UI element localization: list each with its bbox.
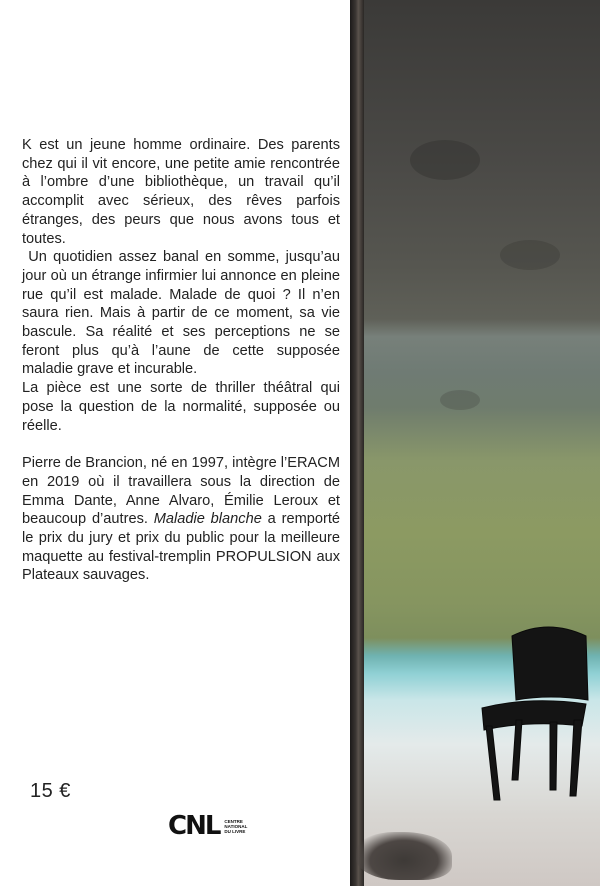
floor-cloth (356, 832, 452, 880)
chair-icon (350, 0, 600, 886)
cnl-logo-caption: CENTRE NATIONAL DU LIVRE (224, 818, 248, 834)
cnl-logo (168, 810, 248, 842)
cnl-logo-mark: CNL (168, 811, 220, 841)
synopsis-paragraph-2: Un quotidien assez banal en somme, jusqu’au jour où un étrange infirmier lui annonce en pleine rue qu’il est malade. Malade de quoi ? Il n’en saura rien. Mais à partir de ce moment, sa vie bascule. Sa réalité et ses perceptions ne se feront plus qu’à l’aune de cette supposée maladie grave et incurable. (22, 249, 345, 378)
play-title: Maladie blanche (153, 511, 262, 528)
author-bio-end: a remporté le prix du jury et prix du public pour la meilleure maquette au festival-tremplin PROPULSION aux Plateaux sauvages. (22, 511, 345, 584)
synopsis-text (22, 136, 345, 585)
price-label: 15 € (30, 780, 71, 802)
synopsis-paragraph-3: La pièce est une sorte de thriller théâtral qui pose la question de la normalité, supposée ou réelle. (22, 380, 340, 434)
synopsis-paragraph-1: K est un jeune homme ordinaire. Des parents chez qui il vit encore, une petite amie rencontrée à l’ombre d’une bibliothèque, un travail qu’il accomplit avec sérieux, des rêves parfois étranges, des peurs que nous avons tous et toutes. (22, 137, 340, 247)
stage-photo (350, 0, 600, 886)
author-bio-start: Pierre de Brancion, né en 1997, intègre l’ERACM en 2019 où il travaillera sous la direction de Emma Dante, Anne Alvaro, Émilie Leroux et beaucoup d’autres. (22, 455, 345, 528)
author-bio (22, 454, 345, 585)
paragraph-gap (22, 435, 340, 454)
